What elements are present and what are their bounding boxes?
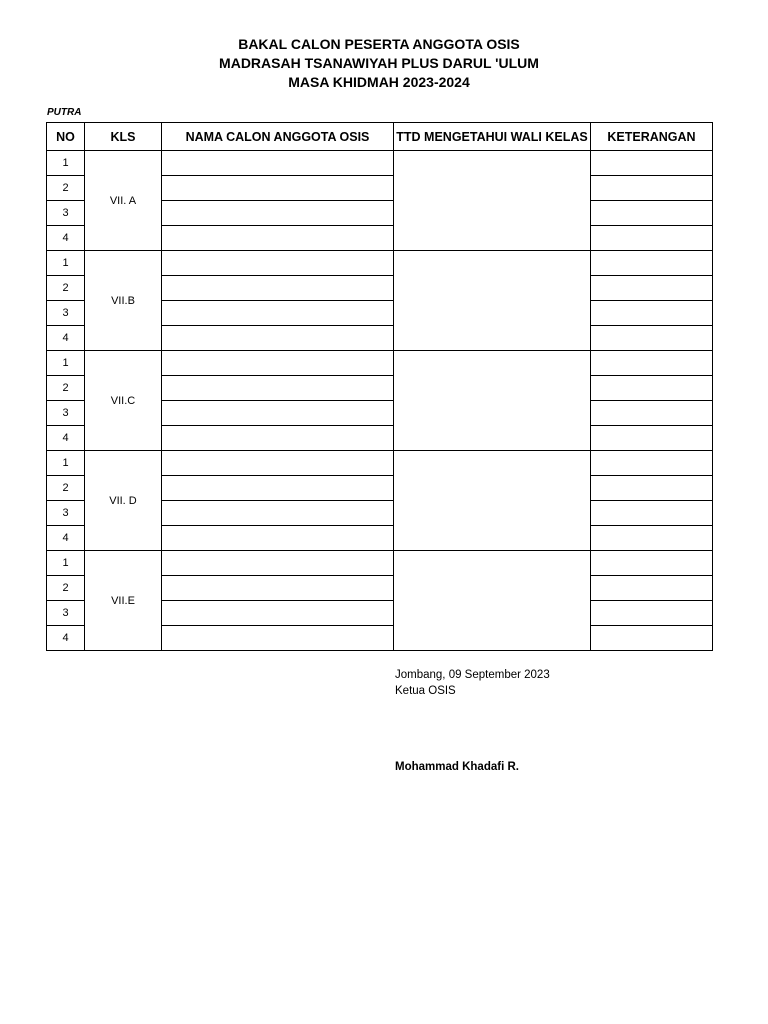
remarks-cell — [591, 351, 713, 376]
candidate-name-cell — [162, 551, 394, 576]
title-line-3: MASA KHIDMAH 2023-2024 — [288, 74, 470, 90]
remarks-cell — [591, 301, 713, 326]
candidate-name-cell — [162, 251, 394, 276]
remarks-cell — [591, 176, 713, 201]
remarks-cell — [591, 326, 713, 351]
row-number: 4 — [47, 426, 85, 451]
place-date: Jombang, 09 September 2023 — [395, 669, 550, 681]
remarks-cell — [591, 276, 713, 301]
column-header-ttd: TTD MENGETAHUI WALI KELAS — [394, 123, 591, 151]
class-cell: VII.B — [85, 251, 162, 351]
column-header-kls: KLS — [85, 123, 162, 151]
table-row — [47, 551, 713, 576]
candidate-name-cell — [162, 176, 394, 201]
remarks-cell — [591, 376, 713, 401]
row-number: 2 — [47, 376, 85, 401]
row-number: 3 — [47, 501, 85, 526]
remarks-cell — [591, 476, 713, 501]
row-number: 4 — [47, 626, 85, 651]
candidate-name-cell — [162, 326, 394, 351]
row-number: 1 — [47, 251, 85, 276]
table-row — [47, 151, 713, 176]
row-number: 3 — [47, 601, 85, 626]
document-title — [0, 35, 758, 92]
class-cell: VII. D — [85, 451, 162, 551]
row-number: 3 — [47, 201, 85, 226]
homeroom-signature-cell — [394, 151, 591, 251]
row-number: 1 — [47, 551, 85, 576]
candidate-name-cell — [162, 476, 394, 501]
candidate-name-cell — [162, 526, 394, 551]
remarks-cell — [591, 151, 713, 176]
candidate-name-cell — [162, 226, 394, 251]
remarks-cell — [591, 251, 713, 276]
column-header-no: NO — [47, 123, 85, 151]
candidate-name-cell — [162, 401, 394, 426]
row-number: 2 — [47, 576, 85, 601]
candidate-name-cell — [162, 376, 394, 401]
table-row — [47, 351, 713, 376]
table-body — [47, 151, 713, 651]
candidate-name-cell — [162, 501, 394, 526]
row-number: 4 — [47, 326, 85, 351]
remarks-cell — [591, 401, 713, 426]
remarks-cell — [591, 576, 713, 601]
table-header-row — [47, 123, 713, 151]
class-cell: VII.C — [85, 351, 162, 451]
row-number: 3 — [47, 301, 85, 326]
row-number: 2 — [47, 276, 85, 301]
remarks-cell — [591, 226, 713, 251]
class-cell: VII. A — [85, 151, 162, 251]
candidate-name-cell — [162, 351, 394, 376]
column-header-nama: NAMA CALON ANGGOTA OSIS — [162, 123, 394, 151]
remarks-cell — [591, 426, 713, 451]
table-row — [47, 251, 713, 276]
remarks-cell — [591, 501, 713, 526]
section-label: PUTRA — [47, 107, 82, 118]
row-number: 4 — [47, 226, 85, 251]
row-number: 3 — [47, 401, 85, 426]
row-number: 2 — [47, 176, 85, 201]
remarks-cell — [591, 451, 713, 476]
candidate-name-cell — [162, 601, 394, 626]
title-line-2: MADRASAH TSANAWIYAH PLUS DARUL 'ULUM — [219, 55, 539, 71]
class-cell: VII.E — [85, 551, 162, 651]
candidate-name-cell — [162, 626, 394, 651]
title-line-1: BAKAL CALON PESERTA ANGGOTA OSIS — [238, 36, 520, 52]
candidate-name-cell — [162, 451, 394, 476]
signer-role: Ketua OSIS — [395, 685, 456, 697]
homeroom-signature-cell — [394, 451, 591, 551]
homeroom-signature-cell — [394, 251, 591, 351]
homeroom-signature-cell — [394, 351, 591, 451]
remarks-cell — [591, 626, 713, 651]
row-number: 1 — [47, 351, 85, 376]
remarks-cell — [591, 551, 713, 576]
candidate-name-cell — [162, 201, 394, 226]
row-number: 4 — [47, 526, 85, 551]
candidate-name-cell — [162, 276, 394, 301]
remarks-cell — [591, 601, 713, 626]
row-number: 1 — [47, 151, 85, 176]
candidate-table — [46, 122, 713, 651]
table-row — [47, 451, 713, 476]
candidate-name-cell — [162, 301, 394, 326]
candidate-name-cell — [162, 151, 394, 176]
candidate-name-cell — [162, 576, 394, 601]
column-header-keterangan: KETERANGAN — [591, 123, 713, 151]
row-number: 2 — [47, 476, 85, 501]
homeroom-signature-cell — [394, 551, 591, 651]
row-number: 1 — [47, 451, 85, 476]
remarks-cell — [591, 526, 713, 551]
candidate-name-cell — [162, 426, 394, 451]
remarks-cell — [591, 201, 713, 226]
signer-name: Mohammad Khadafi R. — [395, 761, 519, 773]
